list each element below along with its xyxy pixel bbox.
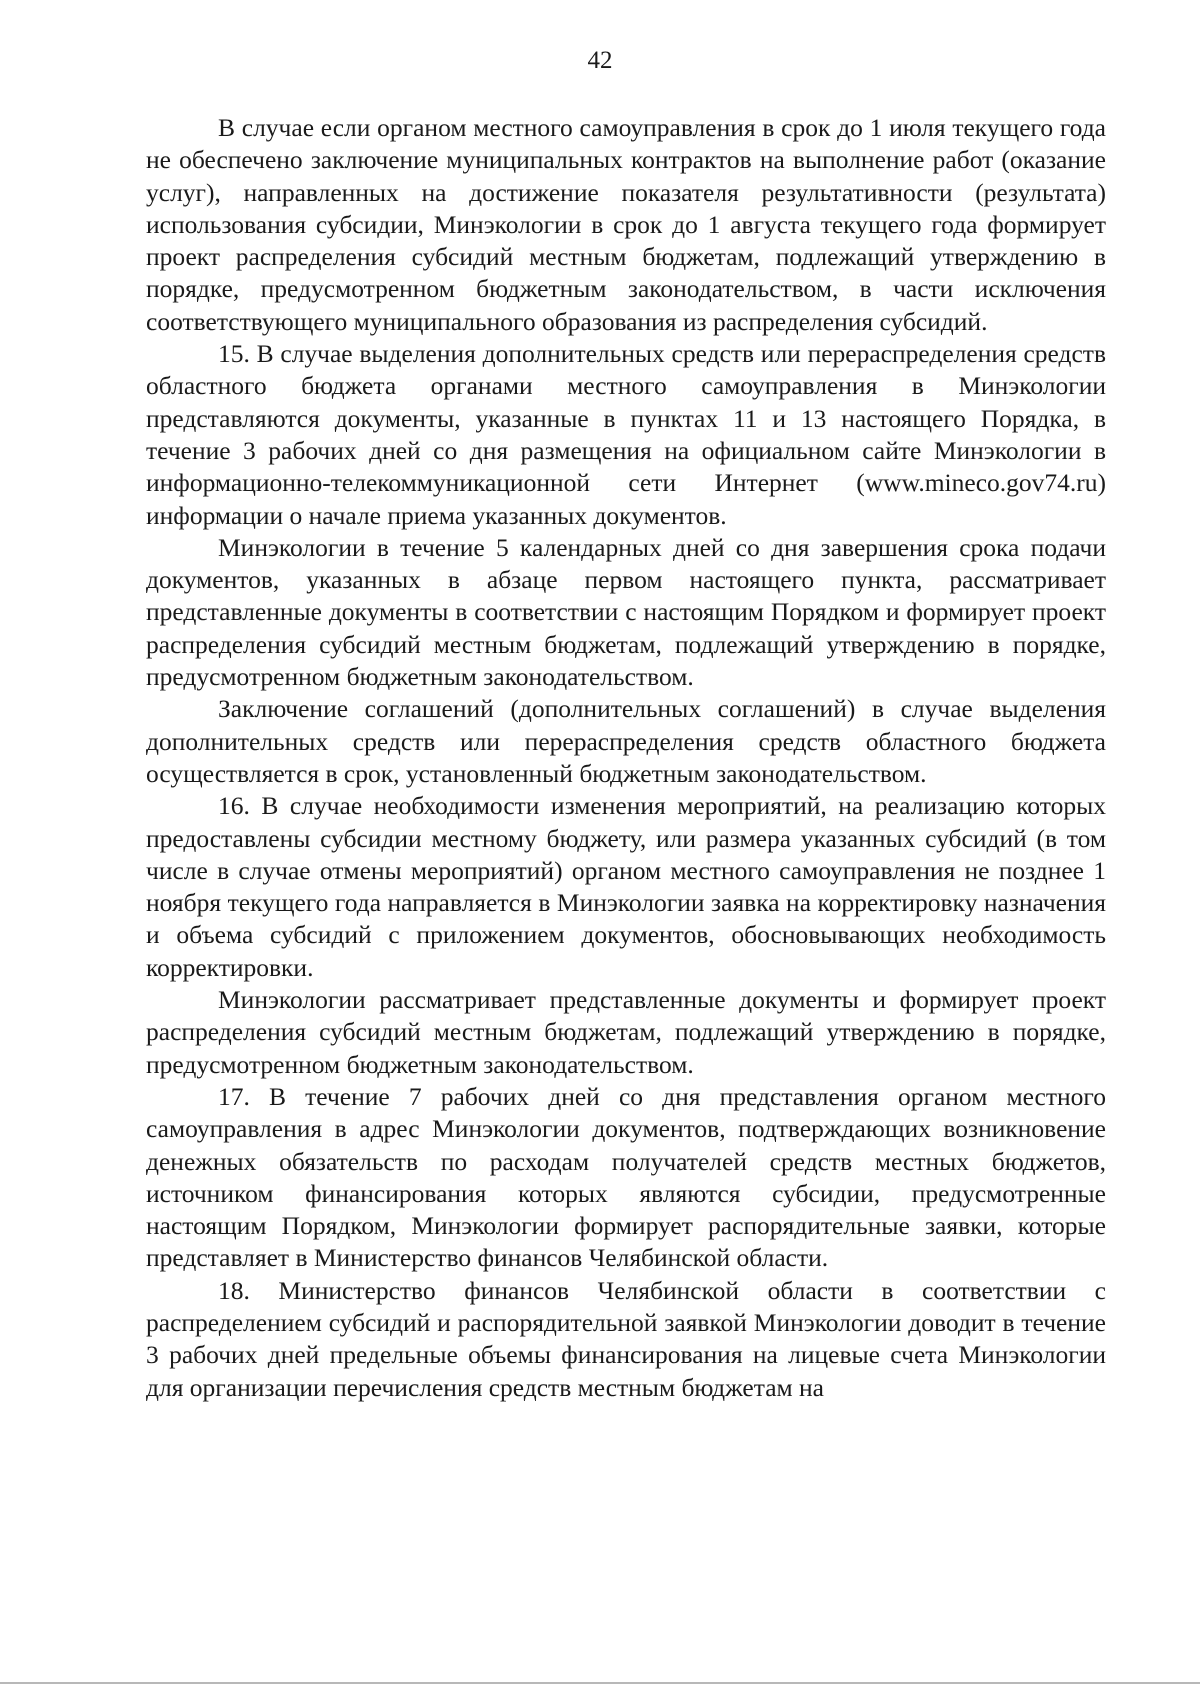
page-number: 42 — [587, 47, 613, 74]
paragraph: 15. В случае выделения дополнительных средств или перераспределения средств областного бюджета органами местного самоуправления в Минэкологии представляются документы, указанные в пунктах 11 и 13 настоящего Порядка, в течение 3 рабочих дней со дня размещения на официальном сайте Минэкологии в информационно-телекоммуникационной сети Интернет (www.mineco.gov74.ru) информации о начале приема указанных документов. — [146, 339, 1106, 530]
document-body — [146, 112, 1106, 1404]
paragraph: 18. Министерство финансов Челябинской области в соответствии с распределением субсидий и распорядительной заявкой Минэкологии доводит в течение 3 рабочих дней предельные объемы финансирования на лицевые счета Минэкологии для организации перечисления средств местным бюджетам на — [146, 1275, 1106, 1402]
paragraph: Заключение соглашений (дополнительных соглашений) в случае выделения дополнительных средств или перераспределения средств областного бюджета осуществляется в срок, установленный бюджетным законодательством. — [146, 694, 1106, 788]
paragraph: В случае если органом местного самоуправления в срок до 1 июля текущего года не обеспечено заключение муниципальных контрактов на выполнение работ (оказание услуг), направленных на достижение показателя результативности (результата) использования субсидии, Минэкологии в срок до 1 августа текущего года формирует проект распределения субсидий местным бюджетам, подлежащий утверждению в порядке, предусмотренном бюджетным законодательством, в части исключения соответствующего муниципального образования из распределения субсидий. — [146, 113, 1106, 336]
paragraph: 17. В течение 7 рабочих дней со дня представления органом местного самоуправления в адрес Минэкологии документов, подтверждающих возникновение денежных обязательств по расходам получателей средств местных бюджетов, источником финансирования которых являются субсидии, предусмотренные настоящим Порядком, Минэкологии формирует распорядительные заявки, которые представляет в Министерство финансов Челябинской области. — [146, 1081, 1106, 1273]
paragraph: 16. В случае необходимости изменения мероприятий, на реализацию которых предоставлены субсидии местному бюджету, или размера указанных субсидий (в том числе в случае отмены мероприятий) органом местного самоуправления не позднее 1 ноября текущего года направляется в Минэкологии заявка на корректировку назначения и объема субсидий с приложением документов, обосновывающих необходимость корректировки. — [146, 791, 1106, 982]
scan-edge-line — [0, 1682, 1200, 1684]
paragraph: Минэкологии рассматривает представленные документы и формирует проект распределения субсидий местным бюджетам, подлежащий утверждению в порядке, предусмотренном бюджетным законодательством. — [146, 985, 1106, 1079]
paragraph: Минэкологии в течение 5 календарных дней со дня завершения срока подачи документов, указанных в абзаце первом настоящего пункта, рассматривает представленные документы в соответствии с настоящим Порядком и формирует проект распределения субсидий местным бюджетам, подлежащий утверждению в порядке, предусмотренном бюджетным законодательством. — [146, 532, 1106, 692]
